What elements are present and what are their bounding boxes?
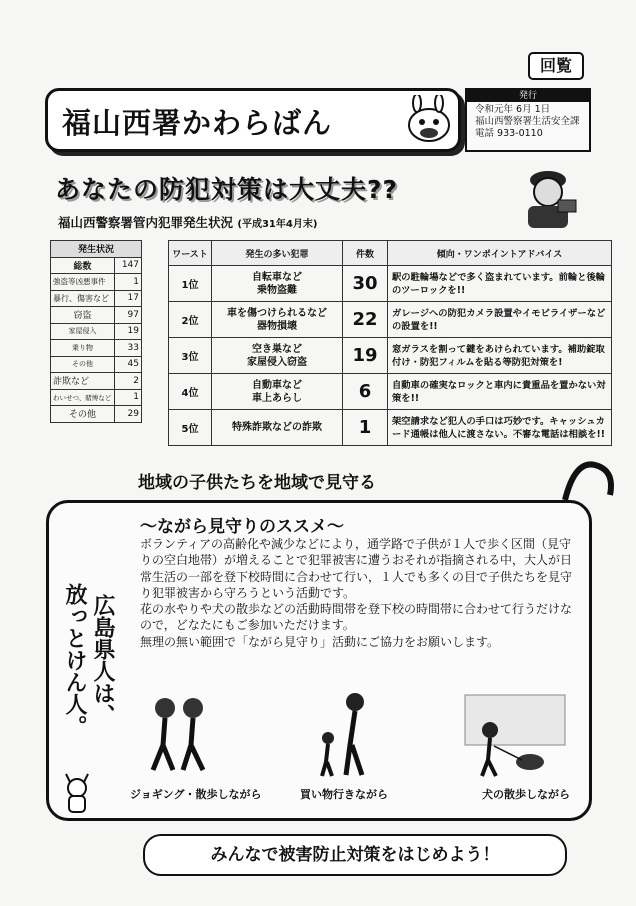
advice-cell: 自動車の確実なロックと車内に貴重品を置かない対策を!! <box>388 374 612 410</box>
stat-value: 1 <box>115 389 142 406</box>
type-line: 自転車など <box>252 271 302 283</box>
count-cell: 1 <box>343 410 388 446</box>
type-cell <box>212 374 343 410</box>
crime-status-title: 福山西警察署管内犯罪発生状況 <box>58 215 234 230</box>
rank-cell: 5位 <box>169 410 212 446</box>
caption-dog-walking: 犬の散歩しながら <box>482 788 570 801</box>
table-row <box>51 257 142 274</box>
kairan-badge: 回覧 <box>528 52 584 80</box>
advice-cell: 架空請求など犯人の手口は巧妙です。キャッシュカード通帳は他人に渡さない。不審な電話は相談を!! <box>388 410 612 446</box>
table-row <box>169 266 612 302</box>
stat-value: 147 <box>115 257 142 274</box>
mimamori-subtitle: ～ながら見守りのススメ～ <box>140 517 344 537</box>
body-paragraph: 花の水やりや犬の散歩などの活動時間帯を登下校の時間帯に合わせて行うだけなので，どなたにもご参加いただけます。 <box>140 602 573 633</box>
table-header-row <box>169 241 612 266</box>
table-row <box>51 340 142 357</box>
stat-label: 家屋侵入 <box>51 323 115 340</box>
caption-jogging: ジョギング・散歩しながら <box>130 788 262 801</box>
table-row <box>51 389 142 406</box>
table-row <box>169 410 612 446</box>
wave-decoration-icon <box>560 455 620 505</box>
crime-status-period: (平成31年4月末) <box>237 219 318 230</box>
table-row <box>169 302 612 338</box>
masthead-banner <box>45 88 461 152</box>
mascot-icon <box>403 95 455 145</box>
stat-label: その他 <box>51 406 115 423</box>
publish-date: 令和元年 6月 1日 <box>475 104 551 115</box>
stat-label: 乗り物 <box>51 340 115 357</box>
slogan-vertical <box>62 540 116 780</box>
stat-value: 2 <box>115 373 142 390</box>
crime-ranking-table <box>168 240 612 446</box>
stat-label: わいせつ、賭博など <box>51 389 115 406</box>
col-type: 発生の多い犯罪 <box>212 241 343 266</box>
stat-label: 詐欺など <box>51 373 115 390</box>
police-officer-icon <box>514 160 584 230</box>
rank-cell: 1位 <box>169 266 212 302</box>
stat-value: 97 <box>115 307 142 324</box>
stat-value: 19 <box>115 323 142 340</box>
table-row <box>51 290 142 307</box>
type-line: 家屋侵入窃盗 <box>247 356 307 368</box>
advice-cell: ガレージへの防犯カメラ設置やイモビライザーなどの設置を!! <box>388 302 612 338</box>
slogan-line: 広島県人は、 <box>90 594 115 726</box>
dog-walking-icon <box>460 690 570 780</box>
stat-value: 29 <box>115 406 142 423</box>
type-line: 空き巣など <box>252 343 302 355</box>
table-row <box>169 338 612 374</box>
stat-value: 33 <box>115 340 142 357</box>
count-cell: 22 <box>343 302 388 338</box>
rank-cell: 4位 <box>169 374 212 410</box>
type-line: 車上あらし <box>252 392 302 404</box>
table-row <box>51 307 142 324</box>
type-cell <box>212 410 343 446</box>
publisher-office: 福山西警察署生活安全課 <box>475 116 580 127</box>
type-line: 車を傷つけられるなど <box>227 307 327 319</box>
crime-status-heading <box>58 213 317 231</box>
col-rank: ワースト <box>169 241 212 266</box>
section-title: 地域の子供たちを地域で見守る <box>138 473 376 493</box>
footer-slogan: みんなで被害防止対策をはじめよう！ <box>143 834 567 876</box>
type-cell <box>212 266 343 302</box>
newsletter-title: 福山西署かわらばん <box>62 106 333 140</box>
type-line: 特殊詐欺などの詐欺 <box>232 422 322 433</box>
type-line: 自動車など <box>252 379 302 391</box>
table-row <box>169 374 612 410</box>
stat-label: 暴行、傷害など <box>51 290 115 307</box>
body-paragraph: 無理の無い範囲で「ながら見守り」活動にご協力をお願いします。 <box>140 634 500 649</box>
body-paragraph: ボランティアの高齢化や減少などにより，通学路で子供が１人で歩く区間（見守りの空白地帯）が増えることで犯罪被害に遭うおそれが指摘される中，大人が日常生活の一部を登下校時間に合わせて行い，１人でも多くの目で子供たちを見守り犯罪被害から守ろうという活動です。 <box>140 537 573 600</box>
mimamori-body <box>140 536 580 650</box>
stat-value: 45 <box>115 356 142 373</box>
count-cell: 19 <box>343 338 388 374</box>
caption-shopping: 買い物行きながら <box>300 788 388 801</box>
type-cell <box>212 302 343 338</box>
stat-label: 窃盗 <box>51 307 115 324</box>
table-row <box>51 323 142 340</box>
count-cell: 6 <box>343 374 388 410</box>
headline: あなたの防犯対策は大丈夫?? <box>55 175 399 204</box>
publisher-phone: 電話 933-0110 <box>475 128 543 139</box>
col-count: 件数 <box>343 241 388 266</box>
table-row <box>51 356 142 373</box>
stats-header: 発生状況 <box>51 241 142 258</box>
count-cell: 30 <box>343 266 388 302</box>
table-row <box>51 274 142 291</box>
advice-cell: 駅の駐輪場などで多く盗まれています。前輪と後輪のツーロックを!! <box>388 266 612 302</box>
masthead <box>45 88 590 150</box>
crime-stats-table <box>50 240 142 423</box>
publisher-box <box>465 88 591 152</box>
stat-value: 17 <box>115 290 142 307</box>
table-row <box>51 406 142 423</box>
shopping-people-icon <box>310 690 390 780</box>
publisher-header: 発行 <box>467 90 589 102</box>
table-row <box>51 373 142 390</box>
jogging-people-icon <box>135 690 225 780</box>
col-advice: 傾向・ワンポイントアドバイス <box>388 241 612 266</box>
type-line: 乗物盗難 <box>257 284 297 296</box>
type-line: 器物損壊 <box>257 320 297 332</box>
slogan-line: 放っとけん人。 <box>62 583 87 737</box>
rank-cell: 2位 <box>169 302 212 338</box>
deer-mascot-icon <box>58 770 96 814</box>
rank-cell: 3位 <box>169 338 212 374</box>
stat-value: 1 <box>115 274 142 291</box>
stat-label: 総数 <box>51 257 115 274</box>
stat-label: その他 <box>51 356 115 373</box>
advice-cell: 窓ガラスを割って鍵をあけられています。補助錠取付け・防犯フィルムを貼る等防犯対策を! <box>388 338 612 374</box>
stat-label: 強盗等凶悪事件 <box>51 274 115 291</box>
type-cell <box>212 338 343 374</box>
